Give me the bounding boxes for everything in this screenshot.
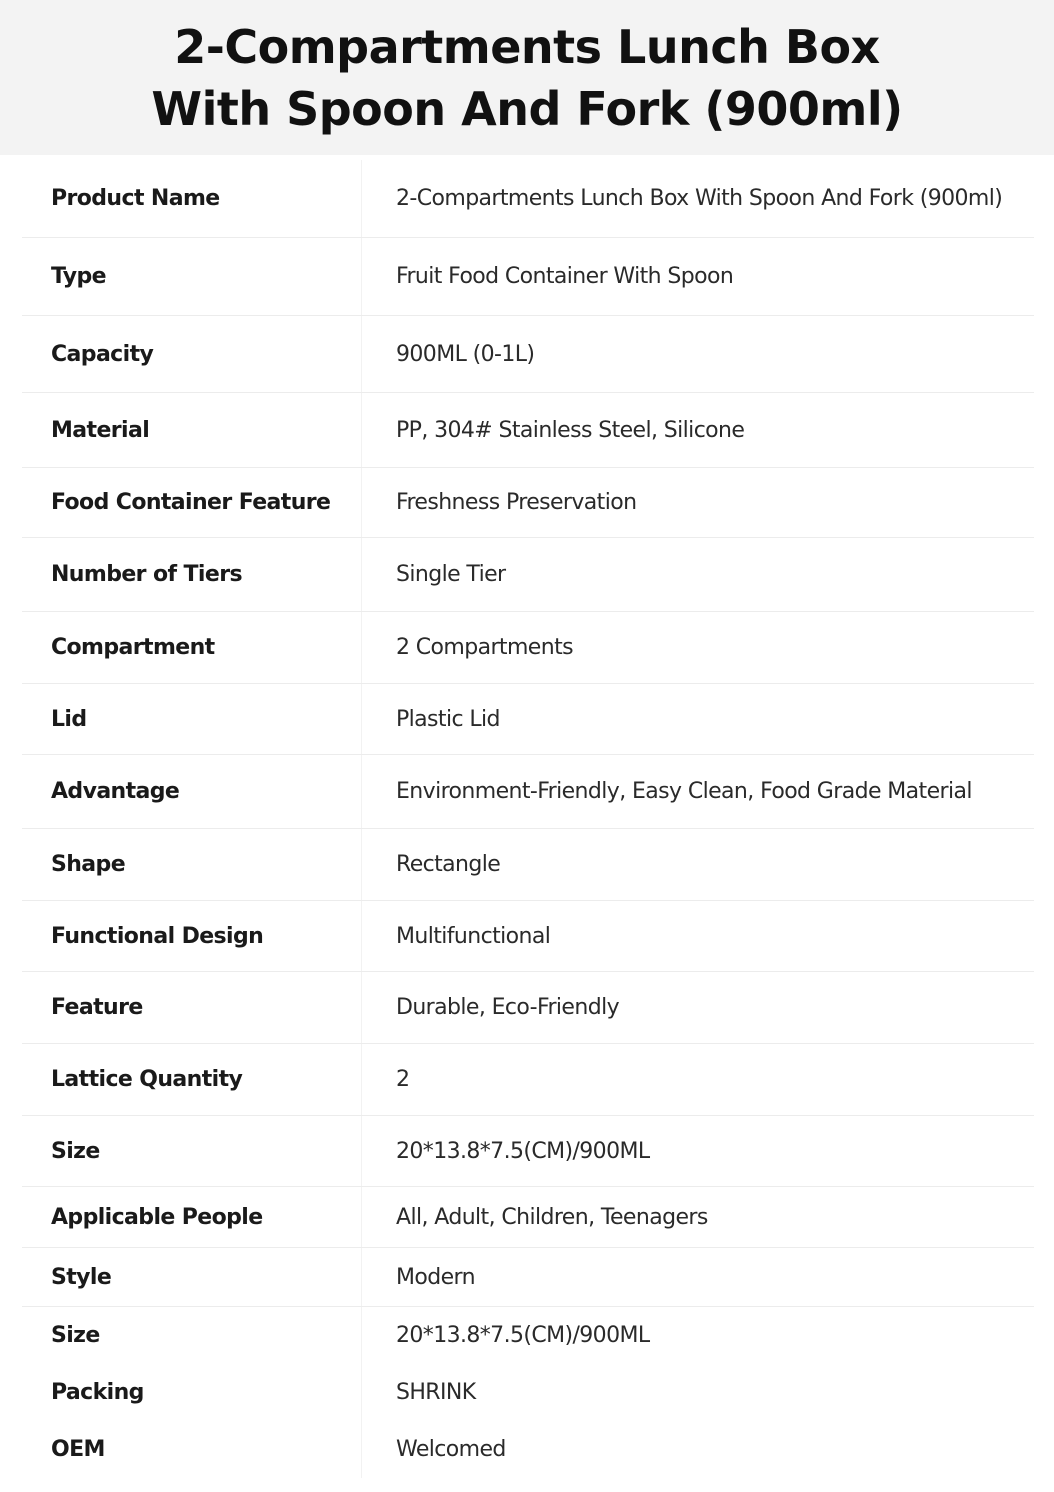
spec-value: Rectangle — [396, 852, 501, 877]
spec-label: Size — [22, 1307, 362, 1364]
page-title — [151, 16, 902, 140]
spec-row-size — [22, 1116, 1034, 1187]
spec-row-compartment — [22, 612, 1034, 684]
spec-row-type — [22, 238, 1034, 316]
spec-row-number-of-tiers — [22, 538, 1034, 612]
title-banner — [0, 0, 1054, 155]
spec-value: 900ML (0-1L) — [396, 341, 535, 367]
spec-row-lattice-quantity — [22, 1044, 1034, 1116]
spec-label: Compartment — [22, 612, 362, 683]
spec-value: 2 — [396, 1067, 410, 1092]
spec-label: Packing — [22, 1364, 362, 1421]
spec-value: PP, 304# Stainless Steel, Silicone — [396, 417, 745, 443]
title-line-2: With Spoon And Fork (900ml) — [151, 81, 903, 136]
spec-label: Number of Tiers — [22, 538, 362, 611]
spec-value: 2 Compartments — [396, 635, 573, 660]
spec-row-style — [22, 1248, 1034, 1307]
spec-value: Fruit Food Container With Spoon — [396, 264, 734, 289]
spec-value: Plastic Lid — [396, 706, 500, 732]
spec-label: Advantage — [22, 755, 362, 828]
spec-row-applicable-people — [22, 1187, 1034, 1248]
spec-row-capacity — [22, 316, 1034, 393]
spec-label: Applicable People — [22, 1187, 362, 1247]
spec-row-packing — [22, 1364, 1034, 1421]
spec-value: All, Adult, Children, Teenagers — [396, 1204, 708, 1230]
spec-label: OEM — [22, 1421, 362, 1478]
spec-row-material — [22, 393, 1034, 468]
spec-row-size-2 — [22, 1307, 1034, 1364]
spec-row-food-container-feature — [22, 468, 1034, 538]
spec-value: Welcomed — [396, 1437, 506, 1462]
spec-label: Product Name — [22, 160, 362, 237]
spec-row-advantage — [22, 755, 1034, 829]
title-line-1: 2-Compartments Lunch Box — [174, 19, 880, 74]
spec-row-lid — [22, 684, 1034, 755]
spec-row-shape — [22, 829, 1034, 901]
spec-label: Food Container Feature — [22, 468, 362, 537]
spec-row-feature — [22, 972, 1034, 1044]
spec-value: Freshness Preservation — [396, 490, 637, 515]
spec-value: Modern — [396, 1264, 475, 1290]
spec-value: 2-Compartments Lunch Box With Spoon And Fork (900ml) — [396, 186, 1003, 211]
spec-label: Shape — [22, 829, 362, 900]
spec-value: Environment-Friendly, Easy Clean, Food Grade Material — [396, 779, 972, 804]
spec-label: Lattice Quantity — [22, 1044, 362, 1115]
spec-row-oem — [22, 1421, 1034, 1478]
spec-value: SHRINK — [396, 1380, 476, 1405]
spec-label: Lid — [22, 684, 362, 754]
spec-value: 20*13.8*7.5(CM)/900ML — [396, 1138, 650, 1164]
spec-label: Size — [22, 1116, 362, 1186]
spec-label: Style — [22, 1248, 362, 1306]
spec-table — [22, 160, 1034, 1478]
spec-label: Type — [22, 238, 362, 315]
spec-row-product-name — [22, 160, 1034, 238]
spec-label: Material — [22, 393, 362, 467]
spec-value: Single Tier — [396, 562, 506, 587]
spec-label: Capacity — [22, 316, 362, 392]
spec-label: Feature — [22, 972, 362, 1043]
spec-label: Functional Design — [22, 901, 362, 971]
spec-value: Durable, Eco-Friendly — [396, 995, 619, 1020]
spec-value: 20*13.8*7.5(CM)/900ML — [396, 1323, 650, 1348]
spec-row-functional-design — [22, 901, 1034, 972]
spec-value: Multifunctional — [396, 923, 551, 949]
